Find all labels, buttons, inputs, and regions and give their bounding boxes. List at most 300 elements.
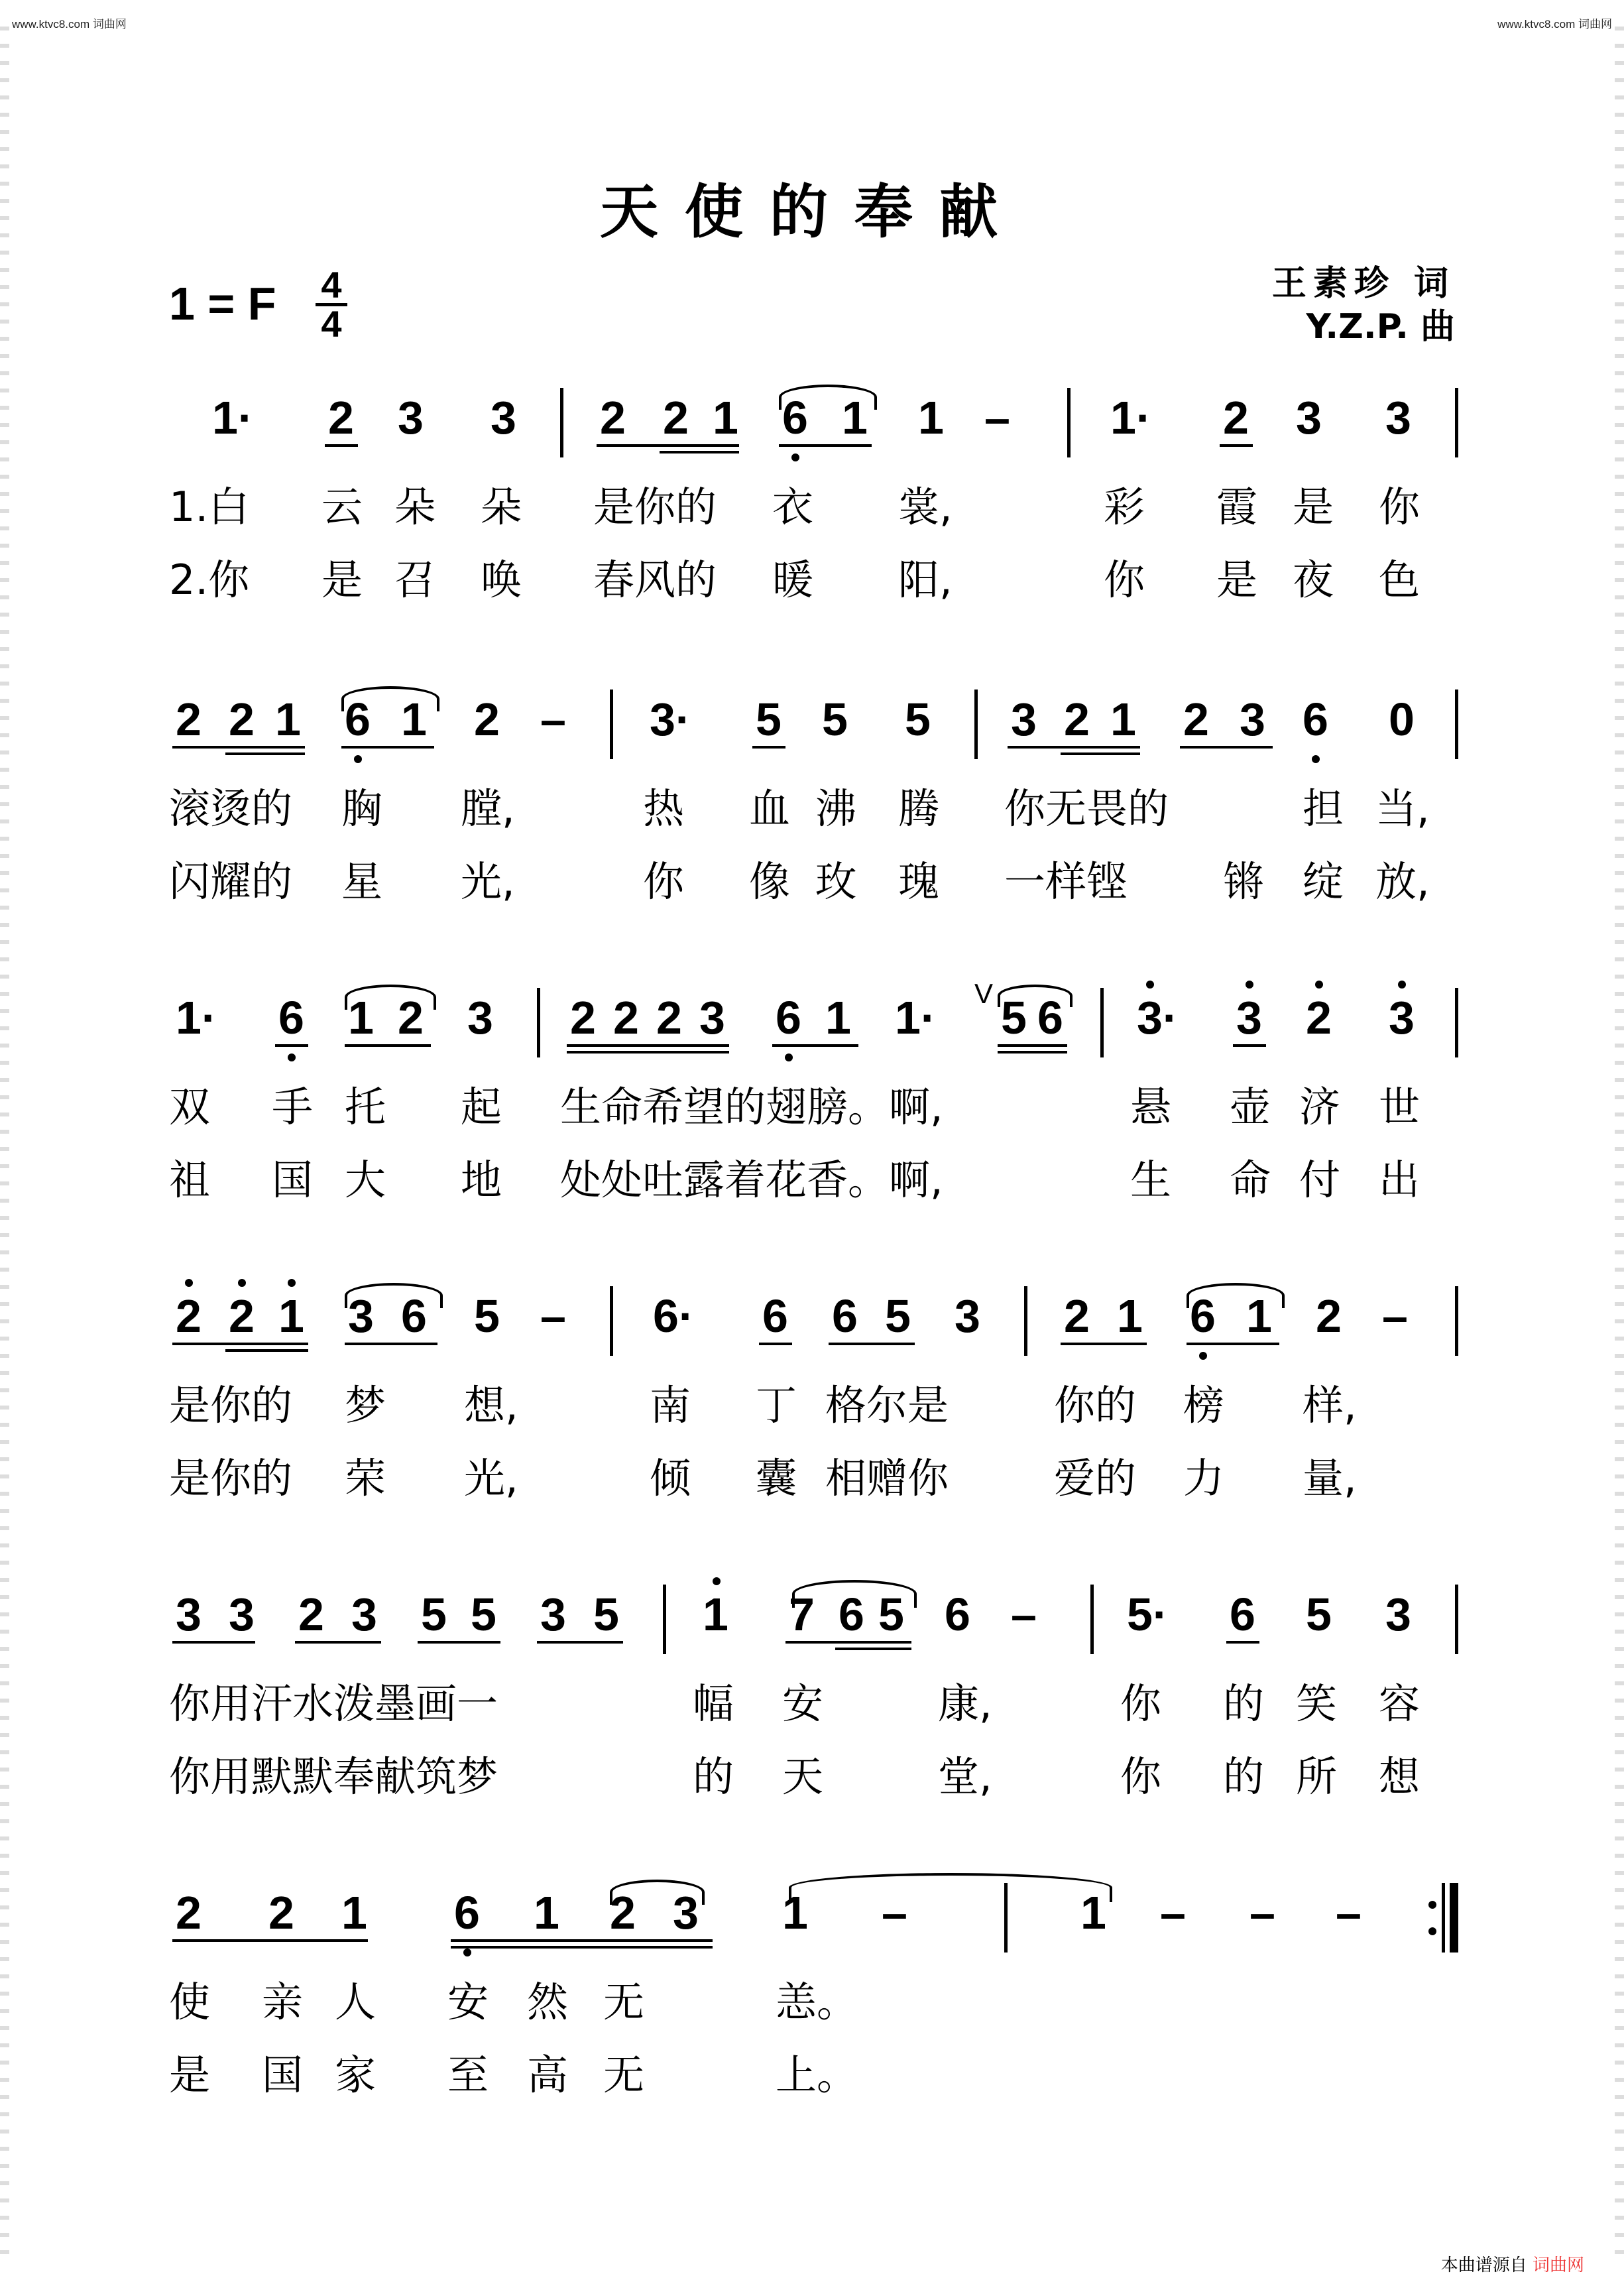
lyric: 恙。: [776, 1978, 858, 2026]
lyric: 至: [447, 2051, 489, 2099]
lyrics-row-6-verse-2: [169, 2049, 1458, 2102]
lyric: 大: [345, 1156, 386, 1204]
note: 2: [229, 693, 255, 745]
note: 6: [839, 1589, 864, 1640]
lyric: 梦: [345, 1381, 386, 1429]
dash: –: [1011, 1589, 1037, 1640]
barline: [610, 690, 613, 759]
lyrics-row-4-verse-2: [169, 1452, 1458, 1505]
underline: [567, 1044, 729, 1047]
high-octave-dot: [238, 1279, 246, 1287]
barline: [1455, 1585, 1458, 1654]
lyric: 你用汗水泼墨画一: [169, 1679, 498, 1728]
note: 3: [540, 1589, 566, 1640]
barline: [537, 988, 540, 1057]
note: 5: [822, 693, 848, 745]
lyric: 光,: [461, 857, 515, 906]
lyric: 玫: [815, 857, 857, 906]
note: 2: [610, 1887, 636, 1939]
lyric: 是你的: [593, 483, 717, 531]
lyric: 力: [1183, 1454, 1225, 1502]
barline: [1455, 1286, 1458, 1356]
lyrics-row-2-verse-2: [169, 855, 1458, 908]
note: 6: [832, 1290, 858, 1342]
underline: [341, 746, 434, 749]
lyric: 榜: [1183, 1381, 1225, 1429]
slur: [792, 1580, 917, 1608]
lyric: 堂,: [938, 1752, 992, 1801]
lyric: 像: [749, 857, 791, 906]
underline: [225, 752, 305, 755]
note: 3: [348, 1290, 374, 1342]
note: 3: [1389, 992, 1415, 1044]
lyric: 安: [447, 1978, 489, 2026]
underline: [275, 1044, 308, 1047]
barline: [610, 1286, 613, 1356]
lyric: 济: [1299, 1083, 1341, 1131]
lyric: 裳,: [898, 483, 953, 531]
lyric: 高: [527, 2051, 569, 2099]
header-right-brand: 词曲网: [1578, 18, 1612, 30]
barline: [1455, 690, 1458, 759]
lyric: 星: [341, 857, 383, 906]
lyric: 暖: [772, 556, 814, 604]
lyric: 担: [1303, 784, 1344, 833]
lyric: 无: [603, 2051, 645, 2099]
high-octave-dot: [185, 1279, 193, 1287]
lyric: 天: [782, 1752, 824, 1801]
dash: –: [984, 392, 1010, 444]
lyric: 是你的: [169, 1454, 293, 1502]
footer: [1441, 2252, 1584, 2276]
lyric: 你: [1120, 1752, 1162, 1801]
underline: [998, 1051, 1067, 1053]
note: 6: [454, 1887, 480, 1939]
note: 6: [762, 1290, 788, 1342]
note: 6: [278, 992, 304, 1044]
note: 2: [1223, 392, 1249, 444]
note: 3: [467, 992, 493, 1044]
lyric: 夜: [1293, 556, 1334, 604]
lyric: 样,: [1303, 1381, 1357, 1429]
note: 1: [278, 1290, 304, 1342]
lyrics-row-4-verse-1: [169, 1379, 1458, 1432]
lyric: 生命希望的翅膀。啊,: [560, 1083, 943, 1131]
barline: [1024, 1286, 1027, 1356]
lyric: 你用默默奉献筑梦: [169, 1752, 498, 1801]
note: 2: [398, 992, 424, 1044]
lyric: 地: [461, 1156, 502, 1204]
note: 5: [421, 1589, 447, 1640]
note: 2: [663, 392, 689, 444]
lyric: 格尔是: [825, 1381, 949, 1429]
dash: –: [882, 1887, 907, 1939]
note: 5: [885, 1290, 911, 1342]
note: 2: [570, 992, 596, 1044]
slur: [345, 985, 436, 1010]
lyric: 你: [1379, 483, 1421, 531]
note: 5: [878, 1589, 904, 1640]
lyric: 量,: [1303, 1454, 1357, 1502]
lyric: 幅: [693, 1679, 734, 1728]
note: 1: [842, 392, 868, 444]
note: 6: [401, 1290, 427, 1342]
low-octave-dot: [1312, 755, 1320, 763]
note: 1: [341, 1887, 367, 1939]
lyric: 爱的: [1054, 1454, 1137, 1502]
underline: [752, 746, 785, 749]
note: 6: [1303, 693, 1328, 745]
low-octave-dot: [791, 453, 799, 461]
note: 3: [1385, 392, 1411, 444]
staff-row-1: [169, 378, 1458, 457]
note: 1: [1110, 693, 1136, 745]
note: 3: [398, 392, 424, 444]
underline: [172, 1641, 255, 1644]
note: 5: [593, 1589, 619, 1640]
barline: [1455, 988, 1458, 1057]
lyric: 衣: [772, 483, 814, 531]
lyrics-row-5-verse-2: [169, 1750, 1458, 1803]
note: 1: [713, 392, 738, 444]
note: 2: [1064, 1290, 1090, 1342]
high-octave-dot: [1146, 981, 1154, 989]
header-right-site: www.ktvc8.com: [1497, 18, 1576, 30]
key-signature: 1 = F: [169, 278, 276, 330]
barline: [560, 388, 563, 457]
lyric: 笑: [1296, 1679, 1338, 1728]
lyric: 光,: [464, 1454, 518, 1502]
lyric: 然: [527, 1978, 569, 2026]
lyrics-row-6-verse-1: [169, 1976, 1458, 2029]
barline: [1090, 1585, 1094, 1654]
underline: [325, 444, 358, 447]
note: 7: [789, 1589, 815, 1640]
lyric: 膛,: [461, 784, 515, 833]
underline: [1061, 752, 1140, 755]
lyric: 容: [1379, 1679, 1421, 1728]
time-signature: [312, 264, 351, 345]
song-title: 天使的奉献: [599, 177, 1024, 246]
underline: [1008, 746, 1140, 749]
time-signature-top: 4: [321, 264, 342, 306]
low-octave-dot: [1199, 1352, 1207, 1360]
barline: [1100, 988, 1104, 1057]
lyric: 世: [1379, 1083, 1421, 1131]
dash: –: [1382, 1290, 1408, 1342]
staff-row-6: [169, 1873, 1458, 1953]
lyric: 放,: [1375, 857, 1430, 906]
note: 6: [1037, 992, 1063, 1044]
underline: [597, 444, 739, 447]
lyrics-row-5-verse-1: [169, 1677, 1458, 1730]
note: 2: [1183, 693, 1209, 745]
final-thick-barline: [1450, 1883, 1458, 1953]
note: 3: [176, 1589, 202, 1640]
note: 1·: [895, 992, 937, 1044]
underline: [779, 444, 872, 447]
lyric: 亲: [262, 1978, 304, 2026]
underline: [172, 746, 305, 749]
note: 1: [918, 392, 944, 444]
note: 3: [1011, 693, 1037, 745]
lyric: 是你的: [169, 1381, 293, 1429]
note: 1: [534, 1887, 559, 1939]
slur: [1187, 1283, 1285, 1308]
lyric: 阳,: [898, 556, 953, 604]
lyric: 唤: [481, 556, 522, 604]
note: 3: [1296, 392, 1322, 444]
note: 5: [1306, 1589, 1332, 1640]
lyric: 滚烫的: [169, 784, 293, 833]
lyric: 手: [272, 1083, 314, 1131]
note: 2: [613, 992, 639, 1044]
lyric: 瑰: [898, 857, 940, 906]
lyric: 倾: [650, 1454, 691, 1502]
note: 1: [703, 1589, 728, 1640]
lyrics-row-1-verse-1: [169, 481, 1458, 534]
note: 1: [1117, 1290, 1143, 1342]
note: 3: [1236, 992, 1262, 1044]
note: 3: [229, 1589, 255, 1640]
underline: [785, 1641, 911, 1644]
lyric: 出: [1379, 1156, 1421, 1204]
slur: [345, 1283, 443, 1308]
header-left-site: www.ktvc8.com: [12, 18, 90, 30]
low-octave-dot: [785, 1053, 793, 1061]
underline: [829, 1343, 915, 1345]
note: 5: [756, 693, 782, 745]
note: 1: [1080, 1887, 1106, 1939]
note: 2: [328, 392, 354, 444]
note: 3: [1240, 693, 1265, 745]
note: 2: [176, 693, 202, 745]
note: 3: [673, 1887, 699, 1939]
note: 2: [1316, 1290, 1342, 1342]
lyric: 使: [169, 1978, 211, 2026]
lyric: 朵: [481, 483, 522, 531]
note: 2: [1306, 992, 1332, 1044]
note: 1: [825, 992, 851, 1044]
lyric: 是: [321, 556, 363, 604]
lyric: 腾: [898, 784, 940, 833]
lyric: 一样铿: [1004, 857, 1128, 906]
slur: [998, 985, 1073, 1007]
lyric: 云: [321, 483, 363, 531]
left-watermark-strip: [0, 27, 9, 2257]
underline: [418, 1641, 500, 1644]
lyric: 悬: [1130, 1083, 1172, 1131]
underline: [567, 1051, 729, 1053]
dash: –: [1336, 1887, 1362, 1939]
lyric: 的: [693, 1752, 734, 1801]
note: 3·: [1137, 992, 1179, 1044]
note: 2: [1064, 693, 1090, 745]
underline: [295, 1641, 381, 1644]
lyrics-row-1-verse-2: [169, 554, 1458, 607]
lyric: 相赠你: [825, 1454, 949, 1502]
lyric: 你的: [1054, 1381, 1137, 1429]
note: 2: [656, 992, 682, 1044]
note: 6: [1230, 1589, 1255, 1640]
lyric: 朵: [394, 483, 436, 531]
dash: –: [1160, 1887, 1186, 1939]
note: 6: [782, 392, 808, 444]
note: 6: [1190, 1290, 1216, 1342]
breath-mark: V: [974, 978, 994, 1009]
lyric: 闪耀的: [169, 857, 293, 906]
lyric: 人: [335, 1978, 377, 2026]
lyrics-row-3-verse-1: [169, 1081, 1458, 1134]
note: 1: [275, 693, 301, 745]
underline: [1220, 444, 1253, 447]
note: 3: [351, 1589, 377, 1640]
barline: [663, 1585, 666, 1654]
lyric: 当,: [1375, 784, 1430, 833]
underline: [451, 1939, 713, 1942]
lyric: 囊: [756, 1454, 797, 1502]
staff-row-5: [169, 1575, 1458, 1654]
lyric: 的: [1223, 1679, 1265, 1728]
low-octave-dot: [288, 1053, 296, 1061]
right-watermark-strip: [1615, 27, 1624, 2257]
note: 2: [268, 1887, 294, 1939]
note: 5: [1001, 992, 1027, 1044]
repeat-dot: [1428, 1927, 1436, 1935]
lyric: 双: [169, 1083, 211, 1131]
header-right: [1497, 15, 1612, 31]
underline: [345, 1343, 437, 1345]
note: 0: [1389, 693, 1415, 745]
high-octave-dot: [713, 1577, 721, 1585]
lyric: 色: [1379, 556, 1421, 604]
lyric: 的: [1223, 1752, 1265, 1801]
note: 2: [600, 392, 626, 444]
note: 6·: [653, 1290, 695, 1342]
high-octave-dot: [1315, 981, 1323, 989]
composer-credit: Y.Z.P. 曲: [1306, 307, 1455, 347]
barline: [974, 690, 978, 759]
underline: [1226, 1641, 1259, 1644]
underline: [451, 1946, 713, 1949]
dash: –: [540, 1290, 566, 1342]
lyrics-row-3-verse-2: [169, 1154, 1458, 1207]
note: 6: [345, 693, 371, 745]
underline: [172, 1343, 308, 1345]
dash: –: [540, 693, 566, 745]
high-octave-dot: [288, 1279, 296, 1287]
staff-row-2: [169, 680, 1458, 759]
repeat-dot: [1428, 1901, 1436, 1909]
lyric: 血: [749, 784, 791, 833]
lyric: 付: [1299, 1156, 1341, 1204]
barline: [1455, 388, 1458, 457]
note: 3: [1385, 1589, 1411, 1640]
underline: [1233, 1044, 1266, 1047]
lyric: 锵: [1223, 857, 1265, 906]
lyric: 是: [1293, 483, 1334, 531]
lyric: 你: [1120, 1679, 1162, 1728]
underline: [998, 1044, 1067, 1047]
lyric: 霞: [1216, 483, 1258, 531]
barline: [1067, 388, 1071, 457]
underline: [759, 1343, 792, 1345]
lyric: 1.白: [169, 483, 250, 531]
underline: [537, 1641, 623, 1644]
tie: [789, 1873, 1112, 1902]
underline: [772, 1044, 858, 1047]
lyric: 上。: [776, 2051, 858, 2099]
lyric: 安: [782, 1679, 824, 1728]
lyric: 胸: [341, 784, 383, 833]
slur: [610, 1880, 705, 1905]
note: 3: [491, 392, 516, 444]
lyric: 想,: [464, 1381, 518, 1429]
low-octave-dot: [354, 755, 362, 763]
lyric: 是: [169, 2051, 211, 2099]
footer-brand-link[interactable]: 词曲网: [1532, 2255, 1584, 2275]
lyric: 处处吐露着花香。啊,: [560, 1156, 943, 1204]
lyric: 托: [345, 1083, 386, 1131]
underline: [660, 451, 739, 453]
lyric: 壶: [1230, 1083, 1271, 1131]
low-octave-dot: [463, 1949, 471, 1956]
lyric: 绽: [1303, 857, 1344, 906]
underline: [345, 1044, 431, 1047]
lyric: 起: [461, 1083, 502, 1131]
time-signature-bottom: 4: [321, 303, 342, 345]
slur: [341, 686, 439, 711]
note: 1·: [176, 992, 217, 1044]
note: 3: [955, 1290, 980, 1342]
lyric: 丁: [756, 1381, 797, 1429]
lyric: 荣: [345, 1454, 386, 1502]
lyric: 是: [1216, 556, 1258, 604]
header-left-brand: 词曲网: [92, 18, 127, 30]
underline: [172, 1939, 368, 1942]
high-octave-dot: [1398, 981, 1406, 989]
underline: [225, 1349, 308, 1352]
lyrics-row-2-verse-1: [169, 782, 1458, 835]
note: 3: [699, 992, 725, 1044]
note: 1: [1246, 1290, 1272, 1342]
lyric: 国: [262, 2051, 304, 2099]
note: 5·: [1127, 1589, 1169, 1640]
lyric: 无: [603, 1978, 645, 2026]
lyric: 你: [1104, 556, 1145, 604]
note: 1: [782, 1887, 808, 1939]
final-thin-barline: [1442, 1883, 1445, 1953]
note: 1: [348, 992, 374, 1044]
header-left: [12, 15, 127, 31]
lyric: 召: [394, 556, 436, 604]
note: 1: [401, 693, 427, 745]
staff-row-3: [169, 978, 1458, 1057]
note: 6: [945, 1589, 970, 1640]
staff-row-4: [169, 1276, 1458, 1356]
underline: [835, 1648, 911, 1650]
note: 6: [776, 992, 801, 1044]
lyric: 热: [643, 784, 685, 833]
note: 1·: [212, 392, 254, 444]
underline: [1061, 1343, 1147, 1345]
note: 2: [298, 1589, 324, 1640]
note: 2: [176, 1887, 202, 1939]
lyric: 春风的: [593, 556, 717, 604]
lyric: 康,: [938, 1679, 992, 1728]
note: 1·: [1110, 392, 1152, 444]
note: 5: [905, 693, 931, 745]
